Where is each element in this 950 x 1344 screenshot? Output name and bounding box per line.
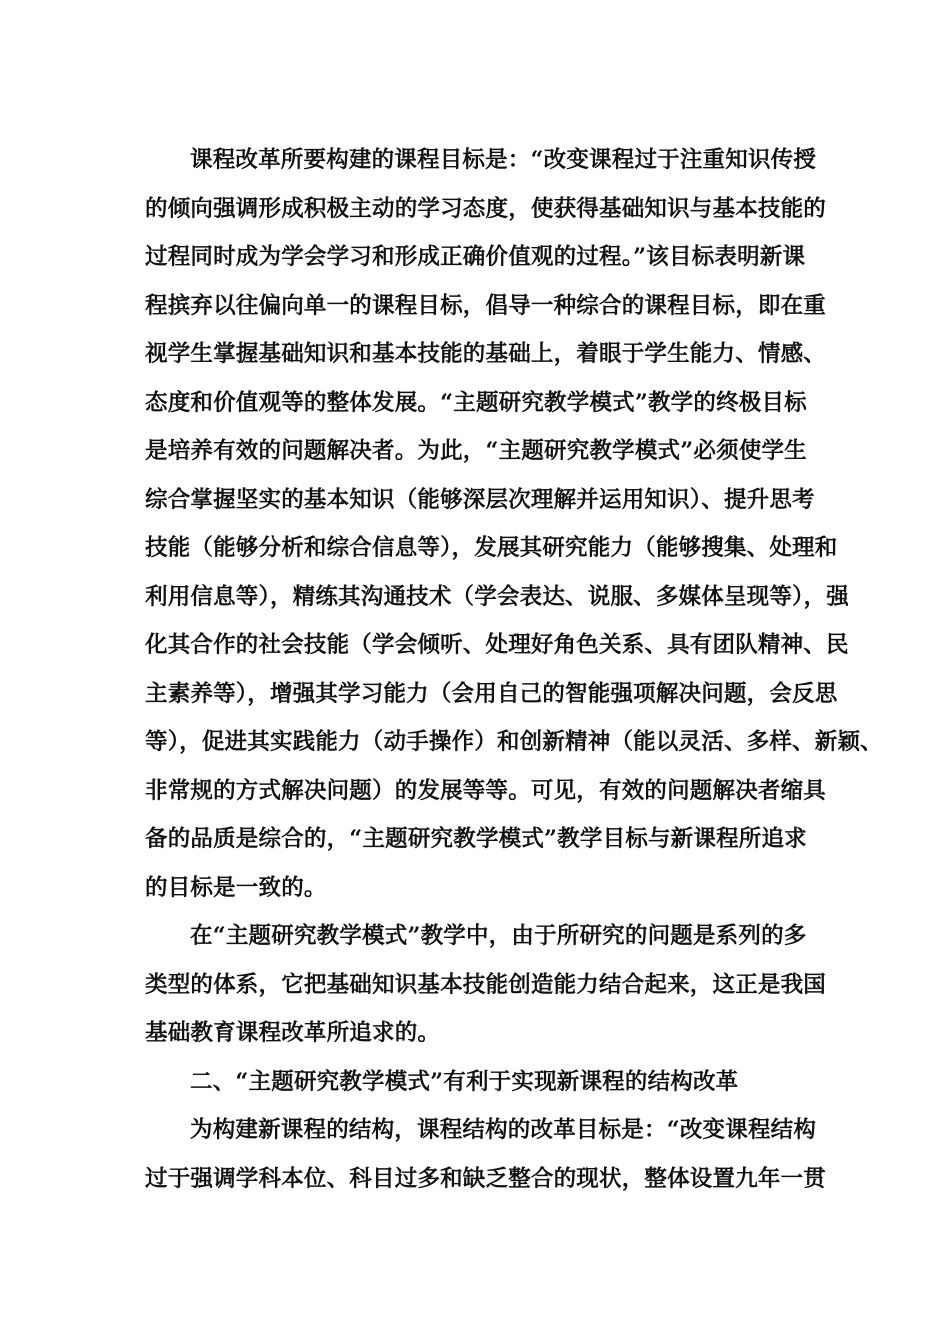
paragraph-line: 基础教育课程改革所追求的。 <box>145 1020 441 1046</box>
paragraph-line: 在“主题研究教学模式”教学中，由于所研究的问题是系列的多 <box>190 923 807 949</box>
paragraph-line: 综合掌握坚实的基本知识（能够深层次理解并运用知识）、提升思考 <box>145 486 815 513</box>
paragraph-line: 视学生掌握基础知识和基本技能的基础上，着眼于学生能力、情感、 <box>145 341 827 367</box>
paragraph-line: 的目标是一致的。 <box>145 874 327 901</box>
paragraph-line: 是培养有效的问题解决者。为此，“主题研究教学模式”必须使学生 <box>145 438 807 464</box>
document-body <box>145 136 883 1203</box>
section-heading: 二、“主题研究教学模式”有利于实现新课程的结构改革 <box>190 1068 739 1095</box>
paragraph-line: 类型的体系，它把基础知识基本技能创造能力结合起来，这正是我国 <box>145 971 827 998</box>
paragraph-line: 程摈弃以往偏向单一的课程目标，倡导一种综合的课程目标，即在重 <box>145 292 827 319</box>
paragraph-line: 化其合作的社会技能（学会倾听、处理好角色关系、具有团队精神、民 <box>145 632 849 658</box>
paragraph-line: 等），促进其实践能力（动手操作）和创新精神（能以灵活、多样、新颖、 <box>145 729 883 755</box>
paragraph-line: 技能（能够分析和综合信息等），发展其研究能力（能够搜集、处理和 <box>145 535 838 561</box>
paragraph-line: 非常规的方式解决问题）的发展等等。可见，有效的问题解决者缩具 <box>145 777 827 804</box>
paragraph-line: 过程同时成为学会学习和形成正确价值观的过程。”该目标表明新课 <box>145 244 806 270</box>
paragraph-line: 的倾向强调形成积极主动的学习态度，使获得基础知识与基本技能的 <box>145 195 827 222</box>
paragraph-line: 为构建新课程的结构，课程结构的改革目标是：“改变课程结构 <box>190 1117 817 1143</box>
paragraph-line: 备的品质是综合的，“主题研究教学模式”教学目标与新课程所追求 <box>145 826 807 852</box>
paragraph-line: 利用信息等），精练其沟通技术（学会表达、说服、多媒体呈现等），强 <box>145 583 849 610</box>
paragraph-line: 态度和价值观等的整体发展。“主题研究教学模式”教学的终极目标 <box>145 389 807 416</box>
paragraph-line: 过于强调学科本位、科目过多和缺乏整合的现状，整体设置九年一贯 <box>145 1165 827 1192</box>
paragraph-line: 课程改革所要构建的课程目标是：“改变课程过于注重知识传授 <box>190 147 817 173</box>
paragraph-line: 主素养等），增强其学习能力（会用自己的智能强项解决问题，会反思 <box>145 680 838 707</box>
